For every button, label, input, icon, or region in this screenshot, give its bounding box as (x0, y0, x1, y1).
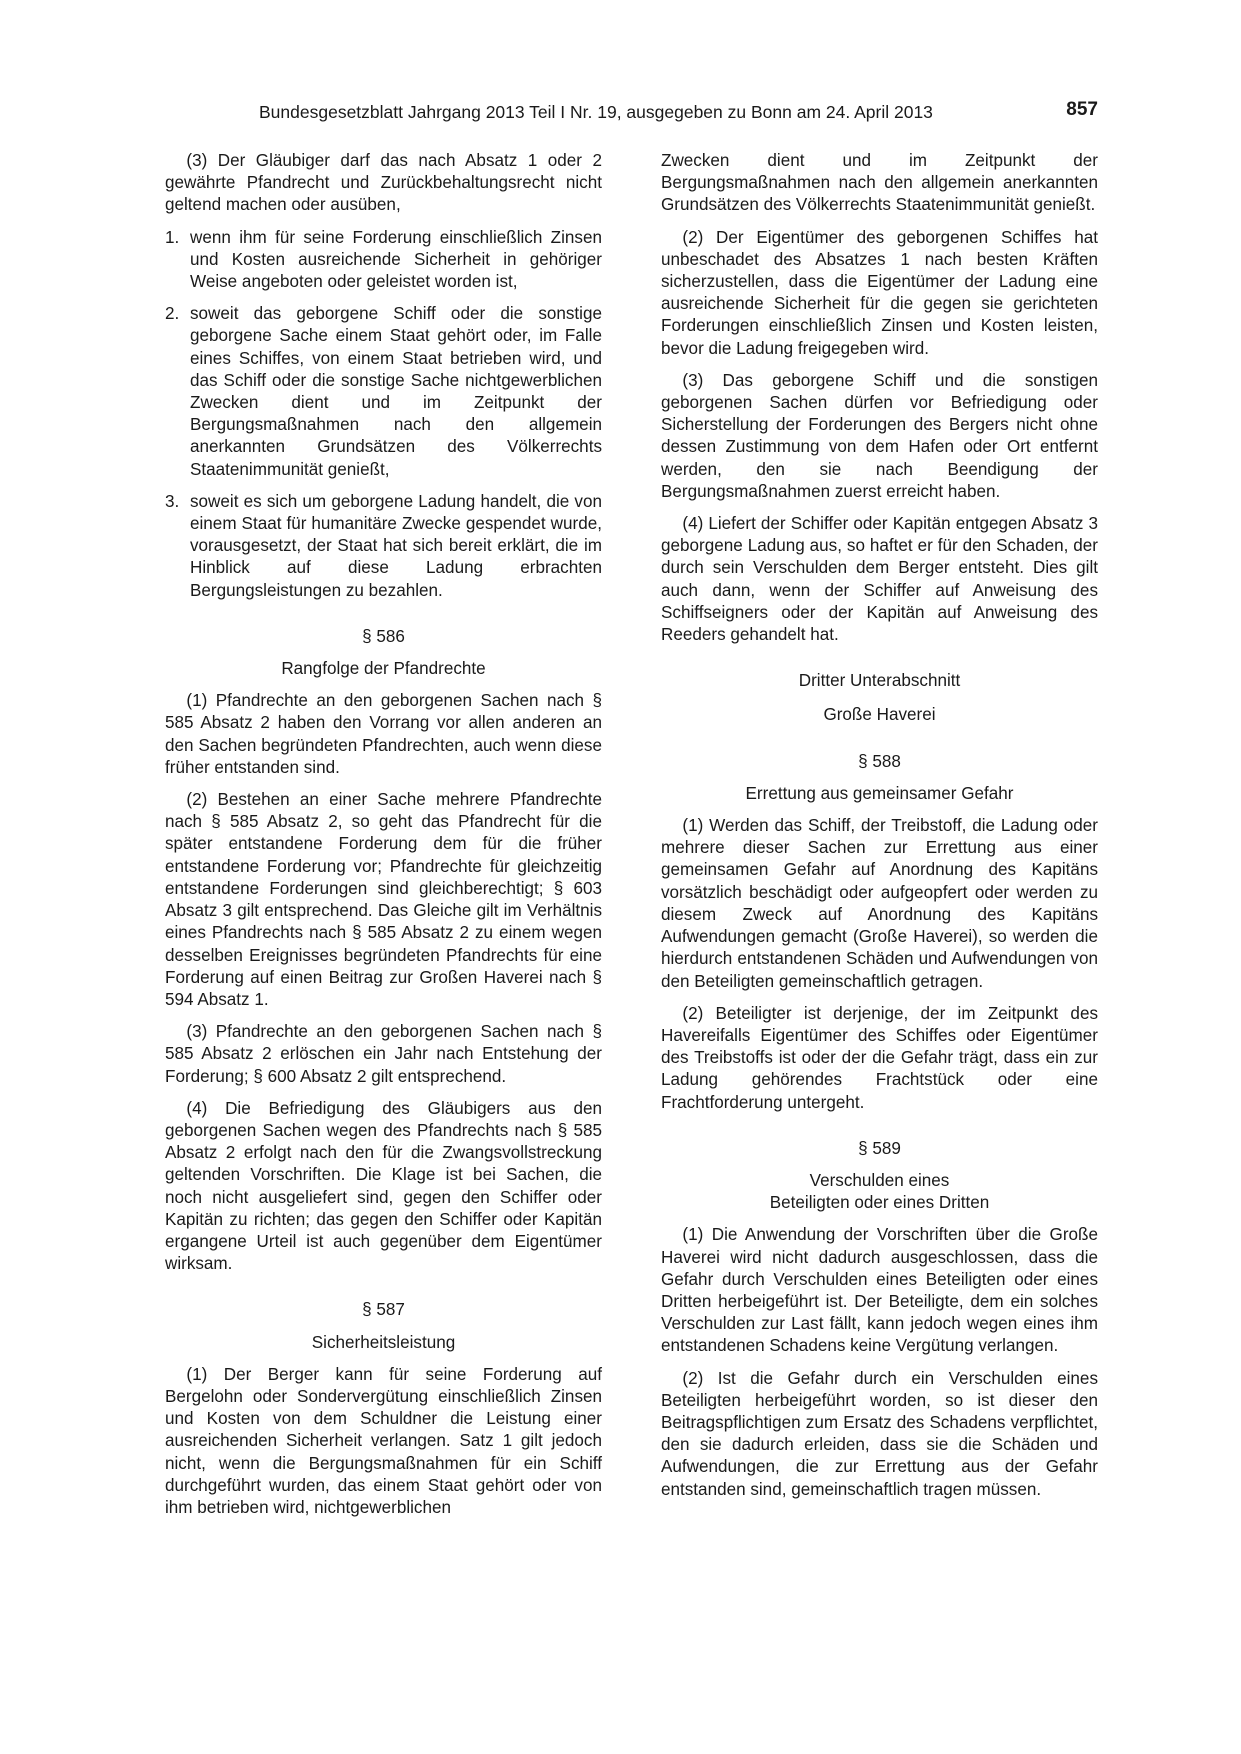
section-586-number: § 586 (362, 626, 405, 646)
section-588-number: § 588 (858, 751, 901, 771)
list-item (165, 491, 602, 602)
header-title: Bundesgesetzblatt Jahrgang 2013 Teil I Nr. 19, ausgegeben zu Bonn am 24. April 2013 (259, 102, 933, 122)
paragraph-585-3-intro: (3) Der Gläubiger darf das nach Absatz 1 oder 2 gewährte Pfandrecht und Zurückbehaltungsrecht nicht geltend machen oder ausüben, (165, 151, 602, 215)
section-589-title-line: Verschulden eines (809, 1170, 950, 1190)
list-item-number: 3. (165, 491, 180, 511)
section-589-title-line: Beteiligten oder eines Dritten (769, 1193, 990, 1213)
section-587-paragraph: (3) Das geborgene Schiff und die sonstigen geborgenen Sachen dürfen vor Befriedigung oder Sicherstellung der Forderungen des Bergers nicht ohne dessen Zustimmung von dem Hafen oder Ort entfernt werden, den sie nach Beendigung der Bergungsmaßnahmen zuerst erreicht haben. (661, 370, 1098, 501)
list-item-text: wenn ihm für seine Forderung einschließlich Zinsen und Kosten ausreichende Sicherheit in gehöriger Weise angeboten oder geleistet worden ist, (190, 227, 602, 292)
subsection-name: Große Haverei (823, 705, 936, 725)
section-587-paragraph: (2) Der Eigentümer des geborgenen Schiffes hat unbeschadet des Absatzes 1 nach besten Kräften sicherzustellen, dass die Eigentümer der Ladung eine ausreichende Sicherheit für die gegen sie gerichteten Forderungen einschließlich Zinsen und Kosten leisten, bevor die Ladung freigegeben wird. (661, 227, 1098, 358)
list-item-number: 1. (165, 227, 180, 247)
section-589-number: § 589 (858, 1138, 901, 1158)
section-589-title (661, 1170, 1098, 1214)
section-586-paragraph: (2) Bestehen an einer Sache mehrere Pfandrechte nach § 585 Absatz 2, so geht das Pfandrecht für die später entstandene Forderung dem für die früher entstandene Forderung vor; Pfandrechte für gleichzeitig entstandene Forderungen sind gleichberechtigt; § 603 Absatz 3 gilt entsprechend. Das Gleiche gilt im Verhältnis eines Pfandrechts nach § 585 Absatz 2 zu einem wegen desselben Ereignisses begründeten Pfandrechts für eine Forderung auf einen Beitrag zur Großen Haverei nach § 594 Absatz 1. (165, 790, 602, 1009)
section-588-title: Errettung aus gemeinsamer Gefahr (745, 783, 1014, 803)
section-588-paragraph: (1) Werden das Schiff, der Treibstoff, die Ladung oder mehrere dieser Sachen zur Errettung aus einer gemeinsamen Gefahr auf Anordnung des Kapitäns vorsätzlich beschädigt oder aufgeopfert oder werden zu diesem Zweck auf Anordnung des Kapitäns Aufwendungen gemacht (Große Haverei), so werden die hierdurch entstandenen Schäden und Aufwendungen von den Beteiligten gemeinschaftlich getragen. (661, 816, 1098, 991)
list-item-text: soweit das geborgene Schiff oder die sonstige geborgene Sache einem Staat gehört oder, im Falle eines Schiffes, von einem Staat betrieben wird, und das Schiff oder die sonstige Sache nichtgewerblichen Zwecken dient und im Zeitpunkt der Bergungsmaßnahmen nach den allgemein anerkannten Grundsätzen des Völkerrechts Staatenimmunität genießt, (190, 304, 602, 479)
page-header (259, 99, 1098, 130)
subsection-label: Dritter Unterabschnitt (798, 671, 961, 691)
section-587-paragraph-continuation: Zwecken dient und im Zeitpunkt der Bergungsmaßnahmen nach den allgemein anerkannten Grundsätzen des Völkerrechts Staatenimmunität genießt. (661, 151, 1098, 215)
section-586-paragraph: (1) Pfandrechte an den geborgenen Sachen nach § 585 Absatz 2 haben den Vorrang vor allen anderen an den Sachen begründeten Pfandrechten, auch wenn diese früher entstanden sind. (165, 691, 602, 777)
section-588-paragraph: (2) Beteiligter ist derjenige, der im Zeitpunkt des Havereifalls Eigentümer des Schiffes oder Eigentümer des Treibstoffs ist oder der die Gefahr trägt, dass ein zur Ladung gehörendes Frachtstück oder eine Frachtforderung untergeht. (661, 1003, 1098, 1112)
list-item-number: 2. (165, 304, 180, 324)
section-586-paragraph: (3) Pfandrechte an den geborgenen Sachen nach § 585 Absatz 2 erlöschen ein Jahr nach Entstehung der Forderung; § 600 Absatz 2 gilt entsprechend. (165, 1022, 602, 1086)
list-item (165, 227, 602, 294)
section-586-title: Rangfolge der Pfandrechte (281, 659, 486, 679)
left-column (165, 150, 602, 1529)
section-587-paragraph: (1) Der Berger kann für seine Forderung auf Bergelohn oder Sondervergütung einschließlich Zinsen und Kosten von dem Schuldner die Leistung einer ausreichenden Sicherheit verlangen. Satz 1 gilt jedoch nicht, wenn die Bergungsmaßnahmen für ein Schiff durchgeführt wurden, das einem Staat gehört oder von ihm betrieben wird, nichtgewerblichen (165, 1364, 602, 1517)
right-column (661, 150, 1098, 1511)
section-589-paragraph: (1) Die Anwendung der Vorschriften über die Große Haverei wird nicht dadurch ausgeschlossen, dass die Gefahr durch Verschulden eines Beteiligten oder eines Dritten herbeigeführt ist. Der Beteiligte, dem ein solches Verschulden zur Last fällt, kann jedoch wegen eines ihm entstandenen Schadens keine Vergütung verlangen. (661, 1225, 1098, 1356)
page-number: 857 (1066, 99, 1098, 120)
section-586-paragraph: (4) Die Befriedigung des Gläubigers aus den geborgenen Sachen wegen des Pfandrechts nach § 585 Absatz 2 erfolgt nach den für die Zwangsvollstreckung geltenden Vorschriften. Die Klage ist bei Sachen, die noch nicht ausgeliefert sind, gegen den Schiffer oder Kapitän zu richten; das gegen den Schiffer oder Kapitän ergangene Urteil ist auch gegenüber dem Eigentümer wirksam. (165, 1098, 602, 1274)
list-item-text: soweit es sich um geborgene Ladung handelt, die von einem Staat für humanitäre Zwecke gespendet wurde, vorausgesetzt, der Staat hat sich bereit erklärt, die im Hinblick auf diese Ladung erbrachten Bergungsleistungen zu bezahlen. (190, 491, 602, 600)
section-587-paragraph: (4) Liefert der Schiffer oder Kapitän entgegen Absatz 3 geborgene Ladung aus, so haftet er für den Schaden, der durch sein Verschulden dem Berger entsteht. Dies gilt auch dann, wenn der Schiffer auf Anweisung des Schiffseigners oder der Kapitän auf Anweisung des Reeders gehandelt hat. (661, 514, 1098, 645)
list-item (165, 303, 602, 481)
section-587-title: Sicherheitsleistung (311, 1332, 456, 1352)
section-589-paragraph: (2) Ist die Gefahr durch ein Verschulden eines Beteiligten herbeigeführt worden, so ist dieser den Beitragspflichtigen zum Ersatz des Schadens verpflichtet, den sie dadurch erleiden, dass sie die Schäden und Aufwendungen, die zur Errettung aus der Gefahr entstanden sind, gemeinschaftlich tragen müssen. (661, 1368, 1098, 1499)
section-587-number: § 587 (362, 1300, 405, 1320)
